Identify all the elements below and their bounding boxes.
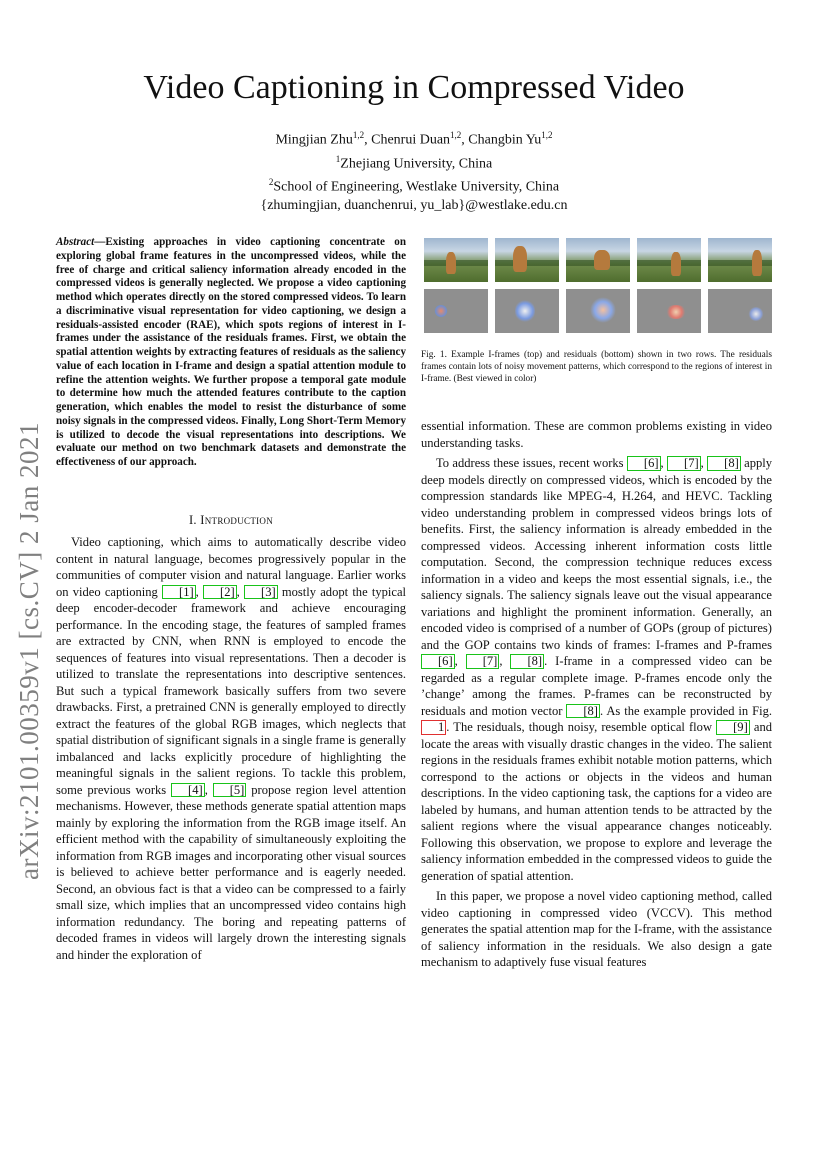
- citation-link[interactable]: [8]: [510, 654, 544, 669]
- paragraph: essential information. These are common problems existing in video understanding tasks.: [421, 419, 772, 450]
- paper-title: Video Captioning in Compressed Video: [143, 69, 685, 106]
- citation-link[interactable]: [9]: [716, 720, 750, 735]
- author-affiliation-sup: 1,2: [541, 130, 553, 140]
- author-name: Chenrui Duan: [371, 132, 451, 148]
- author-affiliation-sup: 1,2: [450, 130, 462, 140]
- abstract-label: Abstract: [56, 236, 95, 248]
- left-column-body: [56, 534, 406, 963]
- arxiv-identifier: arXiv:2101.00359v1 [cs.CV] 2 Jan 2021: [14, 422, 44, 880]
- figure-1-frames: [424, 238, 772, 334]
- iframe-thumbnail: [566, 238, 630, 282]
- author-emails: {zhumingjian, duanchenrui, yu_lab}@westlake.edu.cn: [260, 197, 568, 213]
- affiliation-1: $^1$Zhejiang University, China: [335, 153, 493, 172]
- citation-link[interactable]: [8]: [707, 456, 741, 471]
- residual-thumbnail: [566, 289, 630, 333]
- citation-link[interactable]: [5]: [213, 783, 247, 798]
- author-affiliation-sup: 1,2: [352, 130, 365, 140]
- iframe-thumbnail: [708, 238, 772, 282]
- citation-link[interactable]: [3]: [244, 585, 278, 600]
- author-names: Mingjian Zhu$^{1,2}$, Chenrui Duan$^{1,2}$, Changbin Yu$^{1,2}$: [275, 130, 553, 148]
- residual-thumbnail: [424, 289, 488, 333]
- paragraph: To address these issues, recent works [6] , [7] , [8] apply deep models directly on compressed videos, which is encoded by the compression standards like MPEG-4, H.264, and HEVC. Tackling video understanding problem in compressed videos brings lots of benefits. First, the saliency information is already embedded in the compressed videos. Accessing inherent information costs little computation. Second, the compression technique reduces excess information in a video and keeps the most essential signals, i.e., the saliency signals. The saliency signals leave out the visual appearance variations and highlight the prominent information. Generally, an encoded video is comprised of a number of GOPs (group of pictures) and the GOP contains two kinds of frames: I-frames and P-frames [6] , [7] , [8] . I-frame in a compressed video can be regarded as a regular complete image. P-frames encode only the ’change’ among the frames. P-frames can be reconstructed by residuals and motion vector [8] . As the example provided in Fig. 1 . The residuals, though noisy, resemble optical flow [9] and locate the areas with visually drastic changes in the video. The salient regions in the residuals frames exhibit notable motion patterns, which correspond to the actions or objects in the videos and human descriptions. In the video captioning task, the captions for a video are labeled by humans, and human attention tends to be attracted by the salient regions where the visual appearance changes noticeably. Following this observation, we propose to explore and leverage the saliency information embedded in the compressed videos to guide the generation of spatial attention.: [421, 456, 773, 883]
- right-column-body: [421, 418, 772, 971]
- figure-reference-link[interactable]: 1: [421, 720, 446, 735]
- affiliation-2: $^2$School of Engineering, Westlake University, China: [268, 177, 560, 195]
- authors-block: [0, 126, 828, 215]
- iframe-thumbnail: [637, 238, 701, 282]
- iframe-thumbnail: [424, 238, 488, 282]
- citation-link[interactable]: [7]: [466, 654, 500, 669]
- section-heading-introduction: I. Introduction: [188, 513, 274, 527]
- citation-link[interactable]: [1]: [162, 585, 196, 600]
- author-name: Changbin Yu: [468, 132, 542, 148]
- paragraph: In this paper, we propose a novel video captioning method, called video captioning in compressed video (VCCV). This method generates the spatial attention map for the I-frame, with the assistance of saliency information in the residuals. We also design a gate mechanism to adaptively fuse visual features: [421, 889, 772, 969]
- residual-thumbnail: [708, 289, 772, 333]
- citation-link[interactable]: [6]: [627, 456, 661, 471]
- author-name: Mingjian Zhu: [275, 132, 353, 148]
- residual-thumbnail: [637, 289, 701, 333]
- citation-link[interactable]: [4]: [171, 783, 205, 798]
- abstract-text: —Existing approaches in video captioning concentrate on exploring global frame features in the uncompressed videos, while the free of charge and critical saliency information already encoded in the compressed videos is generally neglected. We propose a video captioning method which operates directly on the stored compressed videos. To learn a discriminative visual representation for video captioning, we design a residuals-assisted encoder (RAE), which spots regions of interest in I-frames under the assistance of the residuals frames. First, we obtain the spatial attention weights by extracting features of residuals as the saliency value of each location in I-frame and design a spatial attention module to refine the attention weights. We further propose a temporal gate module to determine how much the attended features contribute to the caption generation, which enables the model to resist the disturbance of some noisy signals in the compressed videos. Finally, Long Short-Term Memory is utilized to decode the visual representations into descriptions. We evaluate our method on two benchmark datasets and demonstrate the effectiveness of our approach.: [56, 236, 406, 468]
- figure-1-caption: Fig. 1. Example I-frames (top) and residuals (bottom) shown in two rows. The residuals frames contain lots of noisy movement patterns, which correspond to the regions of interest in I-frame. (Best viewed in color): [421, 350, 772, 385]
- paragraph: Video captioning, which aims to automatically describe video content in natural language, becomes progressively popular in the communities of computer vision and natural language. Earlier works on video captioning [1] , [2] , [3] mostly adopt the typical deep encoder-decoder framework and achieve encouraging performance. In the encoding stage, the features of sampled frames are extracted by CNN, when RNN is employed to encode the sequences of features into visual representations. Then a decoder is utilized to translate the representations into descriptive sentences. But such a typical framework basically suffers from two severe drawbacks. First, a pretrained CNN is generally employed to directly extract the features of the global RGB images, which neglects that spatial distribution of significant signals in a single frame is generally imbalanced and lacks explicitly procedure of highlighting the meaningful signals in the salient regions. To tackle this problem, some previous works [4] , [5] propose region level attention mechanisms. However, these methods generate spatial attention maps mainly by exploring the information from the RGB image itself. An efficient method with the capability of simultaneously exploiting the information from RGB images and incorporating other visual sources is believed to achieve better performance and is eagerly needed. Second, an obvious fact is that a video can be compressed to a fairly small size, which implies that an uncompressed video contains high information redundancy. The boring and repeating patterns of decoded frames in videos will largely drown the interesting signals and hinder the exploration of: [56, 535, 407, 962]
- residual-thumbnail: [495, 289, 559, 333]
- citation-link[interactable]: [2]: [203, 585, 237, 600]
- citation-link[interactable]: [6]: [421, 654, 455, 669]
- citation-link[interactable]: [7]: [667, 456, 701, 471]
- iframe-thumbnail: [495, 238, 559, 282]
- citation-link[interactable]: [8]: [566, 704, 600, 719]
- abstract: [56, 236, 406, 470]
